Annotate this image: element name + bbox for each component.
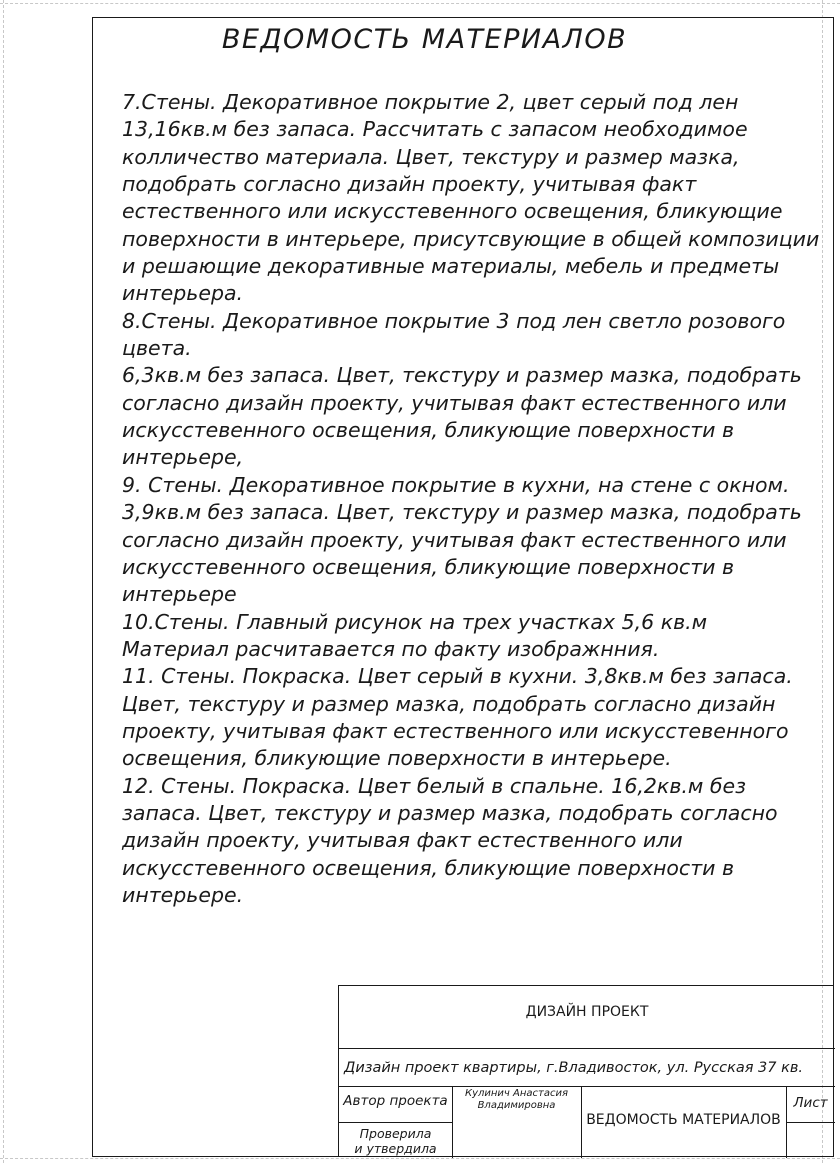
text-line: искусстевенного освещения, бликующие поверхности в <box>122 418 735 443</box>
stamp-checked-line2: и утвердила <box>354 1141 437 1156</box>
text-line: цвета. <box>122 336 192 361</box>
text-line: интерьере. <box>122 882 244 907</box>
text-line: 8.Стены. Декоративное покрытие 3 под лен светло розового <box>122 308 786 333</box>
stamp-sheet-title: ВЕДОМОСТЬ МАТЕРИАЛОВ <box>586 1112 781 1128</box>
text-line: 10.Стены. Главный рисунок на трех участках 5,6 кв.м <box>122 609 708 634</box>
text-line: освещения, бликующие поверхности в интерьере. <box>122 746 672 771</box>
stamp-sheet-label: Лист <box>793 1095 828 1111</box>
text-line: интерьере, <box>122 445 244 470</box>
text-line: 7.Стены. Декоративное покрытие 2, цвет серый под лен <box>122 90 739 114</box>
text-line: 3,9кв.м без запаса. Цвет, текстуру и размер мазка, подобрать <box>122 500 802 525</box>
stamp-author-label: Автор проекта <box>343 1093 448 1109</box>
text-line: 11. Стены. Покраска. Цвет серый в кухни. 3,8кв.м без запаса. <box>122 664 793 689</box>
text-line: Цвет, текстуру и размер мазка, подобрать согласно дизайн <box>122 691 776 716</box>
text-line: искусстевенного освещения, бликующие поверхности в <box>122 855 735 880</box>
text-line: и решающие декоративные материалы, мебель и предметы <box>122 254 780 279</box>
text-line: естественного или искусстевенного освещения, бликующие <box>122 199 783 224</box>
text-line: дизайн проекту, учитывая факт естественного или <box>122 828 683 853</box>
text-line: подобрать согласно дизайн проекту, учитывая факт <box>122 172 697 197</box>
text-line: запаса. Цвет, текстуру и размер мазка, подобрать согласно <box>122 800 778 825</box>
text-line: проекту, учитывая факт естественного или искусстевенного <box>122 718 789 743</box>
text-line: 12. Стены. Покраска. Цвет белый в спальне. 16,2кв.м без <box>122 773 747 798</box>
stamp-header: ДИЗАЙН ПРОЕКТ <box>525 1004 649 1020</box>
text-line: согласно дизайн проекту, учитывая факт естественного или <box>122 527 787 552</box>
text-line: 9. Стены. Декоративное покрытие в кухни, на стене с окном. <box>122 472 790 497</box>
text-line: 13,16кв.м без запаса. Рассчитать с запасом необходимое <box>122 117 748 142</box>
text-line: 6,3кв.м без запаса. Цвет, текстуру и размер мазка, подобрать <box>122 363 802 388</box>
stamp-author-name-line1: Кулинич Анастасия <box>464 1088 568 1099</box>
text-line: Материал расчитавается по факту изображнния. <box>122 636 660 661</box>
text-line: колличество материала. Цвет, текстуру и размер мазка, <box>122 144 740 169</box>
text-line: искусстевенного освещения, бликующие поверхности в <box>122 554 735 579</box>
text-line: согласно дизайн проекту, учитывая факт естественного или <box>122 390 787 415</box>
materials-text <box>122 89 827 909</box>
stamp-author-name-line2: Владимировна <box>477 1100 556 1111</box>
text-line: интерьера. <box>122 281 244 306</box>
stamp-checked-line1: Проверила <box>359 1126 432 1141</box>
stamp-project-name: Дизайн проект квартиры, г.Владивосток, ул. Русская 37 кв. <box>344 1060 804 1076</box>
text-line: интерьере <box>122 582 237 607</box>
text-line: поверхности в интерьере, присутсвующие в общей композиции <box>122 226 820 251</box>
page-title: ВЕДОМОСТЬ МАТЕРИАЛОВ <box>221 24 628 55</box>
title-block <box>338 985 834 1157</box>
